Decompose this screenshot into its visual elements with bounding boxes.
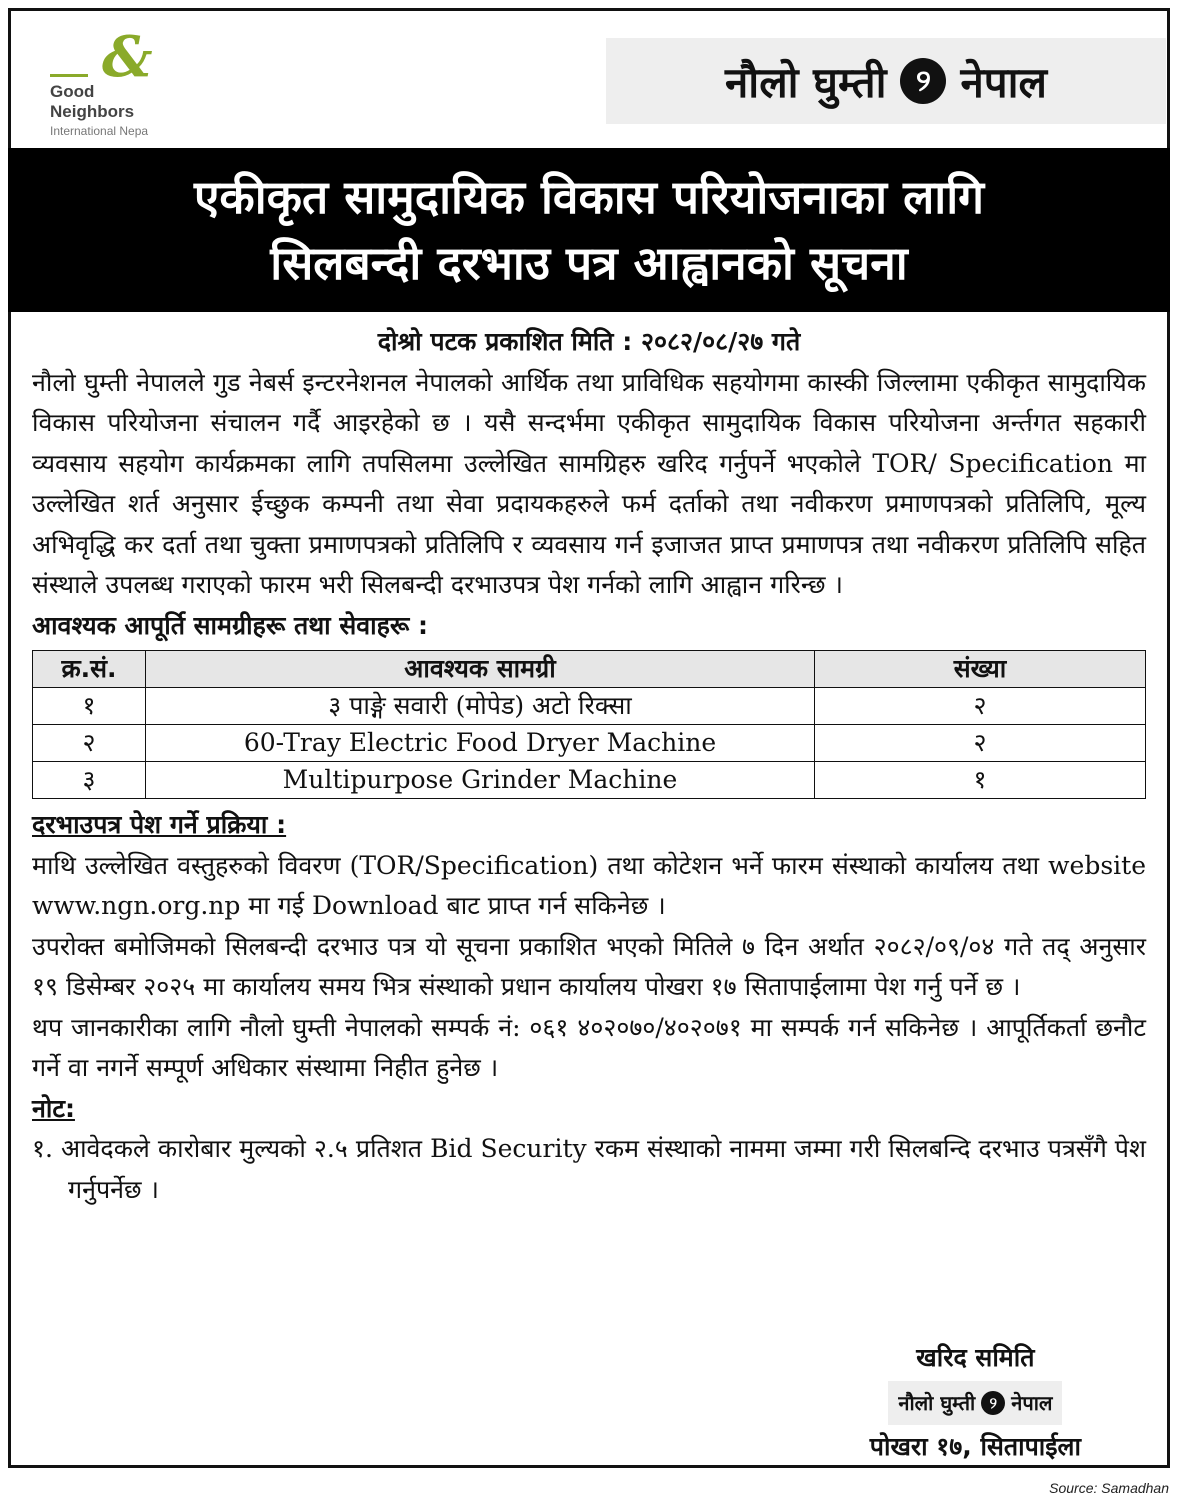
cell-sn: २ bbox=[33, 725, 146, 762]
signature-block bbox=[870, 1336, 1081, 1469]
org-address: पोखरा १७, सितापाईला bbox=[869, 1432, 1081, 1461]
logo-text: Good bbox=[50, 82, 95, 101]
logo-text: नौलो घुम्ती bbox=[898, 1391, 976, 1415]
logo-text: नेपाल bbox=[960, 57, 1047, 107]
process-heading-text: दरभाउपत्र पेश गर्ने प्रक्रिया : bbox=[32, 810, 287, 839]
committee-name: खरिद समिति bbox=[916, 1343, 1035, 1372]
source-credit: Source: Samadhan bbox=[1049, 1480, 1169, 1496]
naulo-ghumti-logo bbox=[606, 38, 1166, 124]
process-paragraph: उपरोक्त बमोजिमको सिलबन्दी दरभाउ पत्र यो सूचना प्रकाशित भएको मितिले ७ दिन अर्थात २०८२/०९/०४ गते तद् अनुसार १९ डिसेम्बर २०२५ मा कार्यालय समय भित्र संस्थाको प्रधान कार्यालय पोखरा १७ सितापाईलामा पेश गर्नु पर्ने छ । bbox=[32, 931, 1146, 1001]
good-neighbors-logo bbox=[50, 14, 250, 139]
swirl-icon: ୨ bbox=[900, 58, 946, 104]
items-heading: आवश्यक आपूर्ति सामग्रीहरू तथा सेवाहरू : bbox=[32, 610, 429, 640]
process-heading bbox=[32, 805, 1146, 846]
cell-item: Multipurpose Grinder Machine bbox=[146, 762, 815, 799]
note-heading-text: नोट: bbox=[32, 1093, 75, 1123]
note-item: १. आवेदकले कारोबार मुल्यको २.५ प्रतिशत Bid Security रकम संस्थाको नाममा जम्मा गरी सिलबन्दि दरभाउ पत्रसँगै पेश गर्नुपर्नेछ । bbox=[32, 1134, 1146, 1204]
process-paragraph: थप जानकारीका लागि नौलो घुम्ती नेपालको सम्पर्क नं: ०६१ ४०२०७०/४०२०७१ मा सम्पर्क गर्न सकिनेछ । आपूर्तिकर्ता छनौट गर्ने वा नगर्ने सम्पूर्ण अधिकार संस्थामा निहीत हुनेछ । bbox=[32, 1012, 1146, 1082]
note-heading bbox=[32, 1089, 1146, 1130]
header-sn: क्र.सं. bbox=[33, 651, 146, 688]
items-table bbox=[32, 650, 1146, 799]
gn-logo-icon: & bbox=[102, 24, 153, 90]
cell-item: ३ पाङ्गे सवारी (मोपेड) अटो रिक्सा bbox=[146, 688, 815, 725]
logo-text: Neighbors bbox=[50, 102, 135, 121]
table-header bbox=[33, 651, 1146, 688]
cell-qty: १ bbox=[815, 762, 1146, 799]
header-item: आवश्यक सामग्री bbox=[146, 651, 815, 688]
swirl-icon: ୨ bbox=[981, 1391, 1005, 1415]
header-qty: संख्या bbox=[815, 651, 1146, 688]
cell-qty: २ bbox=[815, 725, 1146, 762]
logo-text: नेपाल bbox=[1011, 1391, 1053, 1415]
table-row bbox=[33, 688, 1146, 725]
title-line: सिलबन्दी दरभाउ पत्र आह्वानको सूचना bbox=[270, 236, 908, 290]
cell-sn: ३ bbox=[33, 762, 146, 799]
org-stamp-logo bbox=[888, 1381, 1062, 1425]
title-line: एकीकृत सामुदायिक विकास परियोजनाका लागि bbox=[193, 170, 985, 224]
process-paragraph: माथि उल्लेखित वस्तुहरुको विवरण (TOR/Specification) तथा कोटेशन भर्ने फारम संस्थाको कार्यालय तथा website www.ngn.org.np मा गई Download बाट प्राप्त गर्न सकिनेछ । bbox=[32, 850, 1146, 920]
cell-qty: २ bbox=[815, 688, 1146, 725]
logo-line bbox=[50, 74, 88, 77]
notice-body bbox=[32, 322, 1146, 1210]
logo-text: नौलो घुम्ती bbox=[725, 57, 887, 107]
table-row bbox=[33, 725, 1146, 762]
intro-paragraph: नौलो घुम्ती नेपालले गुड नेबर्स इन्टरनेशनल नेपालको आर्थिक तथा प्राविधिक सहयोगमा कास्की जिल्लामा एकीकृत सामुदायिक विकास परियोजना संचालन गर्दै आइरहेको छ । यसै सन्दर्भमा एकीकृत सामुदायिक विकास परियोजना अर्न्तगत सहकारी व्यवसाय सहयोग कार्यक्रमका लागि तपसिलमा उल्लेखित सामग्रिहरु खरिद गर्नुपर्ने भएकोले TOR/ Specification मा उल्लेखित शर्त अनुसार ईच्छुक कम्पनी तथा सेवा प्रदायकहरुले फर्म दर्ताको तथा नवीकरण प्रमाणपत्रको प्रतिलिपि, मूल्य अभिवृद्धि कर दर्ता तथा चुक्ता प्रमाणपत्रको प्रतिलिपि र व्यवसाय गर्न इजाजत प्राप्त प्रमाणपत्र तथा नवीकरण प्रतिलिपि सहित संस्थाले उपलब्ध गराएको फारम भरी सिलबन्दी दरभाउपत्र पेश गर्नको लागि आह्वान गरिन्छ । bbox=[32, 367, 1146, 599]
title-banner bbox=[8, 148, 1170, 312]
table-row bbox=[33, 762, 1146, 799]
published-date: दोश्रो पटक प्रकाशित मिति : २०८२/०८/२७ गते bbox=[377, 327, 801, 356]
logo-subtext: International Nepa bbox=[50, 124, 149, 138]
cell-item: 60-Tray Electric Food Dryer Machine bbox=[146, 725, 815, 762]
cell-sn: १ bbox=[33, 688, 146, 725]
